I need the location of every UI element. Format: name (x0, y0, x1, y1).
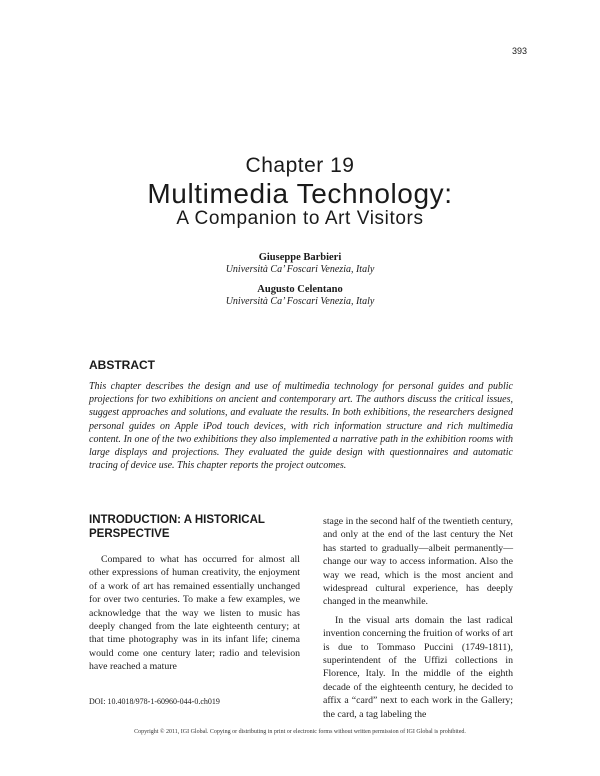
right-column (323, 515, 513, 721)
copyright-notice: Copyright © 2011, IGI Global. Copying or distributing in print or electronic forms without written permission of IGI Global is prohibited. (134, 729, 466, 735)
chapter-title: Multimedia Technology: (147, 178, 453, 209)
body-paragraph: In the visual arts domain the last radical invention concerning the fruition of works of art is due to Tommaso Puccini (1749-1811), superintendent of the Uffizi collections in Florence, Italy. In the middle of the eighth decade of the eighteenth century, he decided to affix a “card” next to each work in the Gallery; the card, a tag labeling the (323, 614, 513, 720)
chapter-subtitle: A Companion to Art Visitors (176, 208, 424, 229)
left-column (89, 553, 300, 674)
chapter-label: Chapter 19 (245, 154, 355, 177)
doi-line: DOI: 10.4018/978-1-60960-044-0.ch019 (89, 697, 220, 706)
author-affiliation: Università Ca’ Foscari Venezia, Italy (225, 296, 375, 307)
page-number: 393 (512, 46, 528, 56)
section-heading: INTRODUCTION: A HISTORICAL PERSPECTIVE (89, 514, 265, 540)
body-paragraph: stage in the second half of the twentieth century, and only at the end of the last century the Net has started to gradually—albeit permanently—change our way to access information. Also the way we read, which is the most ancient and widespread cultural experience, has deeply changed in the meanwhile. (323, 516, 513, 608)
author-affiliation: Università Ca’ Foscari Venezia, Italy (225, 264, 375, 275)
abstract-heading: ABSTRACT (89, 358, 155, 372)
body-paragraph: Compared to what has occurred for almost all other expressions of human creativity, the enjoyment of a work of art has remained essentially unchanged for over two centuries. To make a few examples, we acknowledge that the way we listen to music has deeply changed from the late eighteenth century; at that time photography was in its infant life; cinema would come one century later; radio and television have reached a mature (89, 554, 300, 673)
author-name: Augusto Celentano (257, 284, 343, 295)
abstract-body: This chapter describes the design and use of multimedia technology for personal guides and public projections for two exhibitions on ancient and contemporary art. The authors discuss the critical issues, suggest approaches and solutions, and evaluate the results. In both exhibitions, the researchers designed personal guides on Apple iPod touch devices, with rich information structure and rich multimedia content. In one of the two exhibitions they also implemented a narrative path in the exhibition rooms with large displays and projections. They evaluated the guide design with questionnaires and automatic tracing of device use. This chapter reports the project outcomes. (89, 381, 513, 472)
author-name: Giuseppe Barbieri (258, 252, 342, 263)
